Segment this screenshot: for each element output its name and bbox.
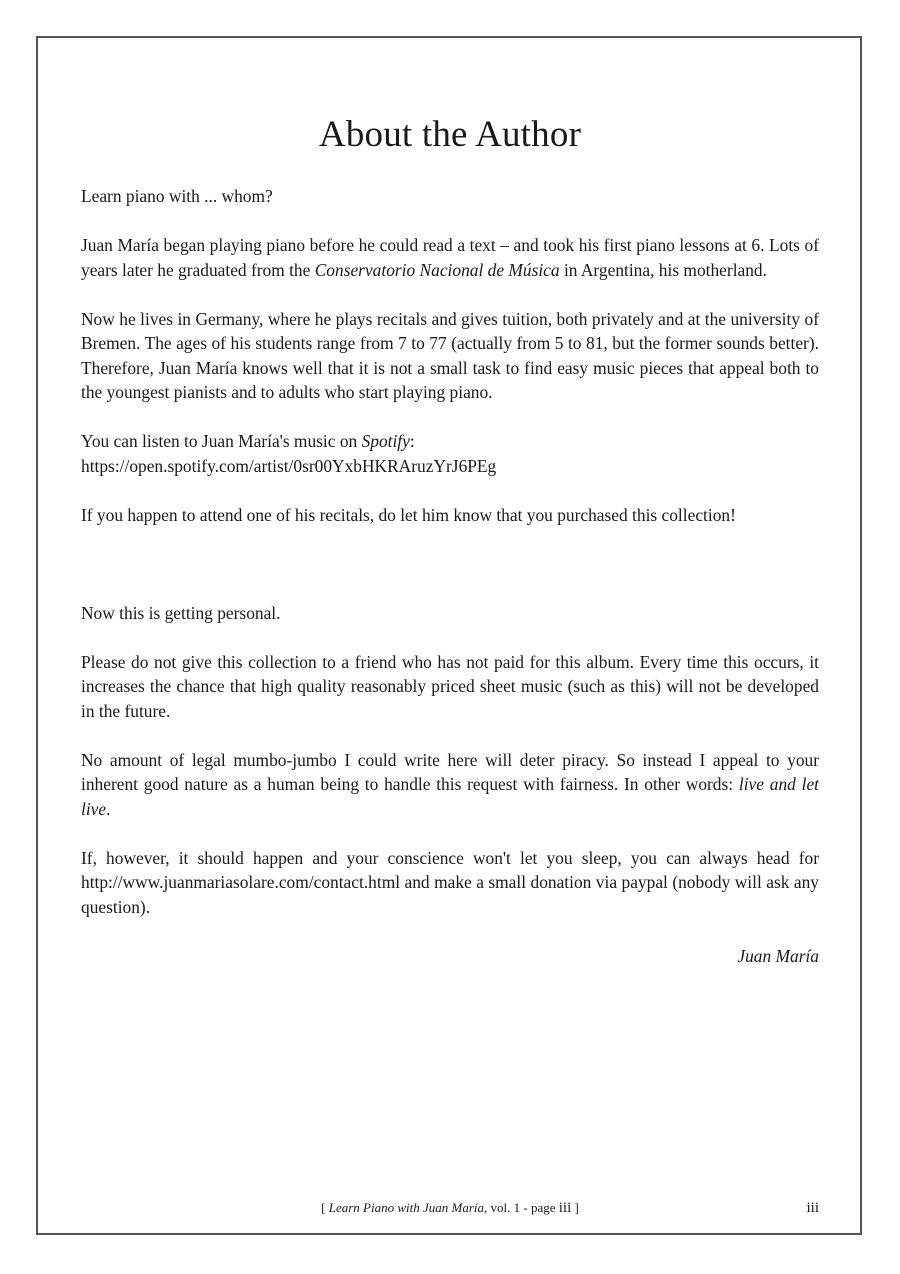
paragraph-personal: Now this is getting personal. — [81, 602, 281, 623]
paragraph-piracy-text: No amount of legal mumbo-jumbo I could write here will deter piracy. So instead I appeal to your inherent good nature as a human being to handle this request with fairness. In other words: — [81, 749, 819, 794]
paragraph-biography — [81, 233, 819, 282]
paragraph-biography-text-end: in Argentina, his motherland. — [559, 259, 767, 280]
paragraph-germany: Now he lives in Germany, where he plays recitals and gives tuition, both privately and at the university of Bremen. The ages of his students range from 7 to 77 (actually from 5 to 81, but the former sounds better). Therefore, Juan María knows well that it is not a small task to find easy music pieces that appeal both to the youngest pianists and to adults who start playing piano. — [81, 308, 819, 402]
paragraph-spotify-colon: : — [409, 431, 415, 451]
spotify-name: Spotify — [361, 431, 410, 451]
paragraph-spotify-text: You can listen to Juan María's music on — [81, 431, 362, 451]
footer-volume-page: , vol. 1 - page — [484, 1200, 559, 1215]
signature: Juan María — [737, 945, 819, 966]
page-footer — [81, 1198, 819, 1218]
footer-close-bracket: ] — [571, 1200, 579, 1215]
paragraph-piracy — [81, 748, 819, 822]
footer-open-bracket: [ — [321, 1200, 329, 1215]
live-and-let-live: live and let live — [81, 774, 819, 819]
footer-page-inline: iii — [558, 1200, 572, 1216]
paragraph-request: Please do not give this collection to a friend who has not paid for this album. Every time this occurs, it increases the chance that high quality reasonably priced sheet music (such as this) will not be developed in the future. — [81, 651, 819, 721]
paragraph-piracy-period: . — [106, 798, 111, 819]
page-number: iii — [806, 1200, 819, 1216]
paragraph-donation: If, however, it should happen and your conscience won't let you sleep, you can always head for http://www.juanmariasolare.com/contact.html and make a small donation via paypal (nobody will ask any question). — [81, 847, 819, 917]
spotify-url: https://open.spotify.com/artist/0sr00YxbHKRAruzYrJ6PEg — [81, 455, 497, 476]
paragraph-intro: Learn piano with ... whom? — [81, 186, 273, 206]
page-content — [81, 110, 819, 985]
footer-book-title: Learn Piano with Juan María — [328, 1200, 485, 1215]
paragraph-recitals: If you happen to attend one of his recitals, do let him know that you purchased this collection! — [81, 504, 736, 525]
conservatory-name: Conservatorio Nacional de Música — [314, 259, 560, 280]
paragraph-biography-text: Juan María began playing piano before he could read a text – and took his first piano lessons at 6. Lots of years later he graduated from the — [81, 235, 819, 280]
footer-reference — [81, 1198, 819, 1218]
page-title: About the Author — [318, 114, 582, 155]
paragraph-spotify — [81, 429, 819, 478]
